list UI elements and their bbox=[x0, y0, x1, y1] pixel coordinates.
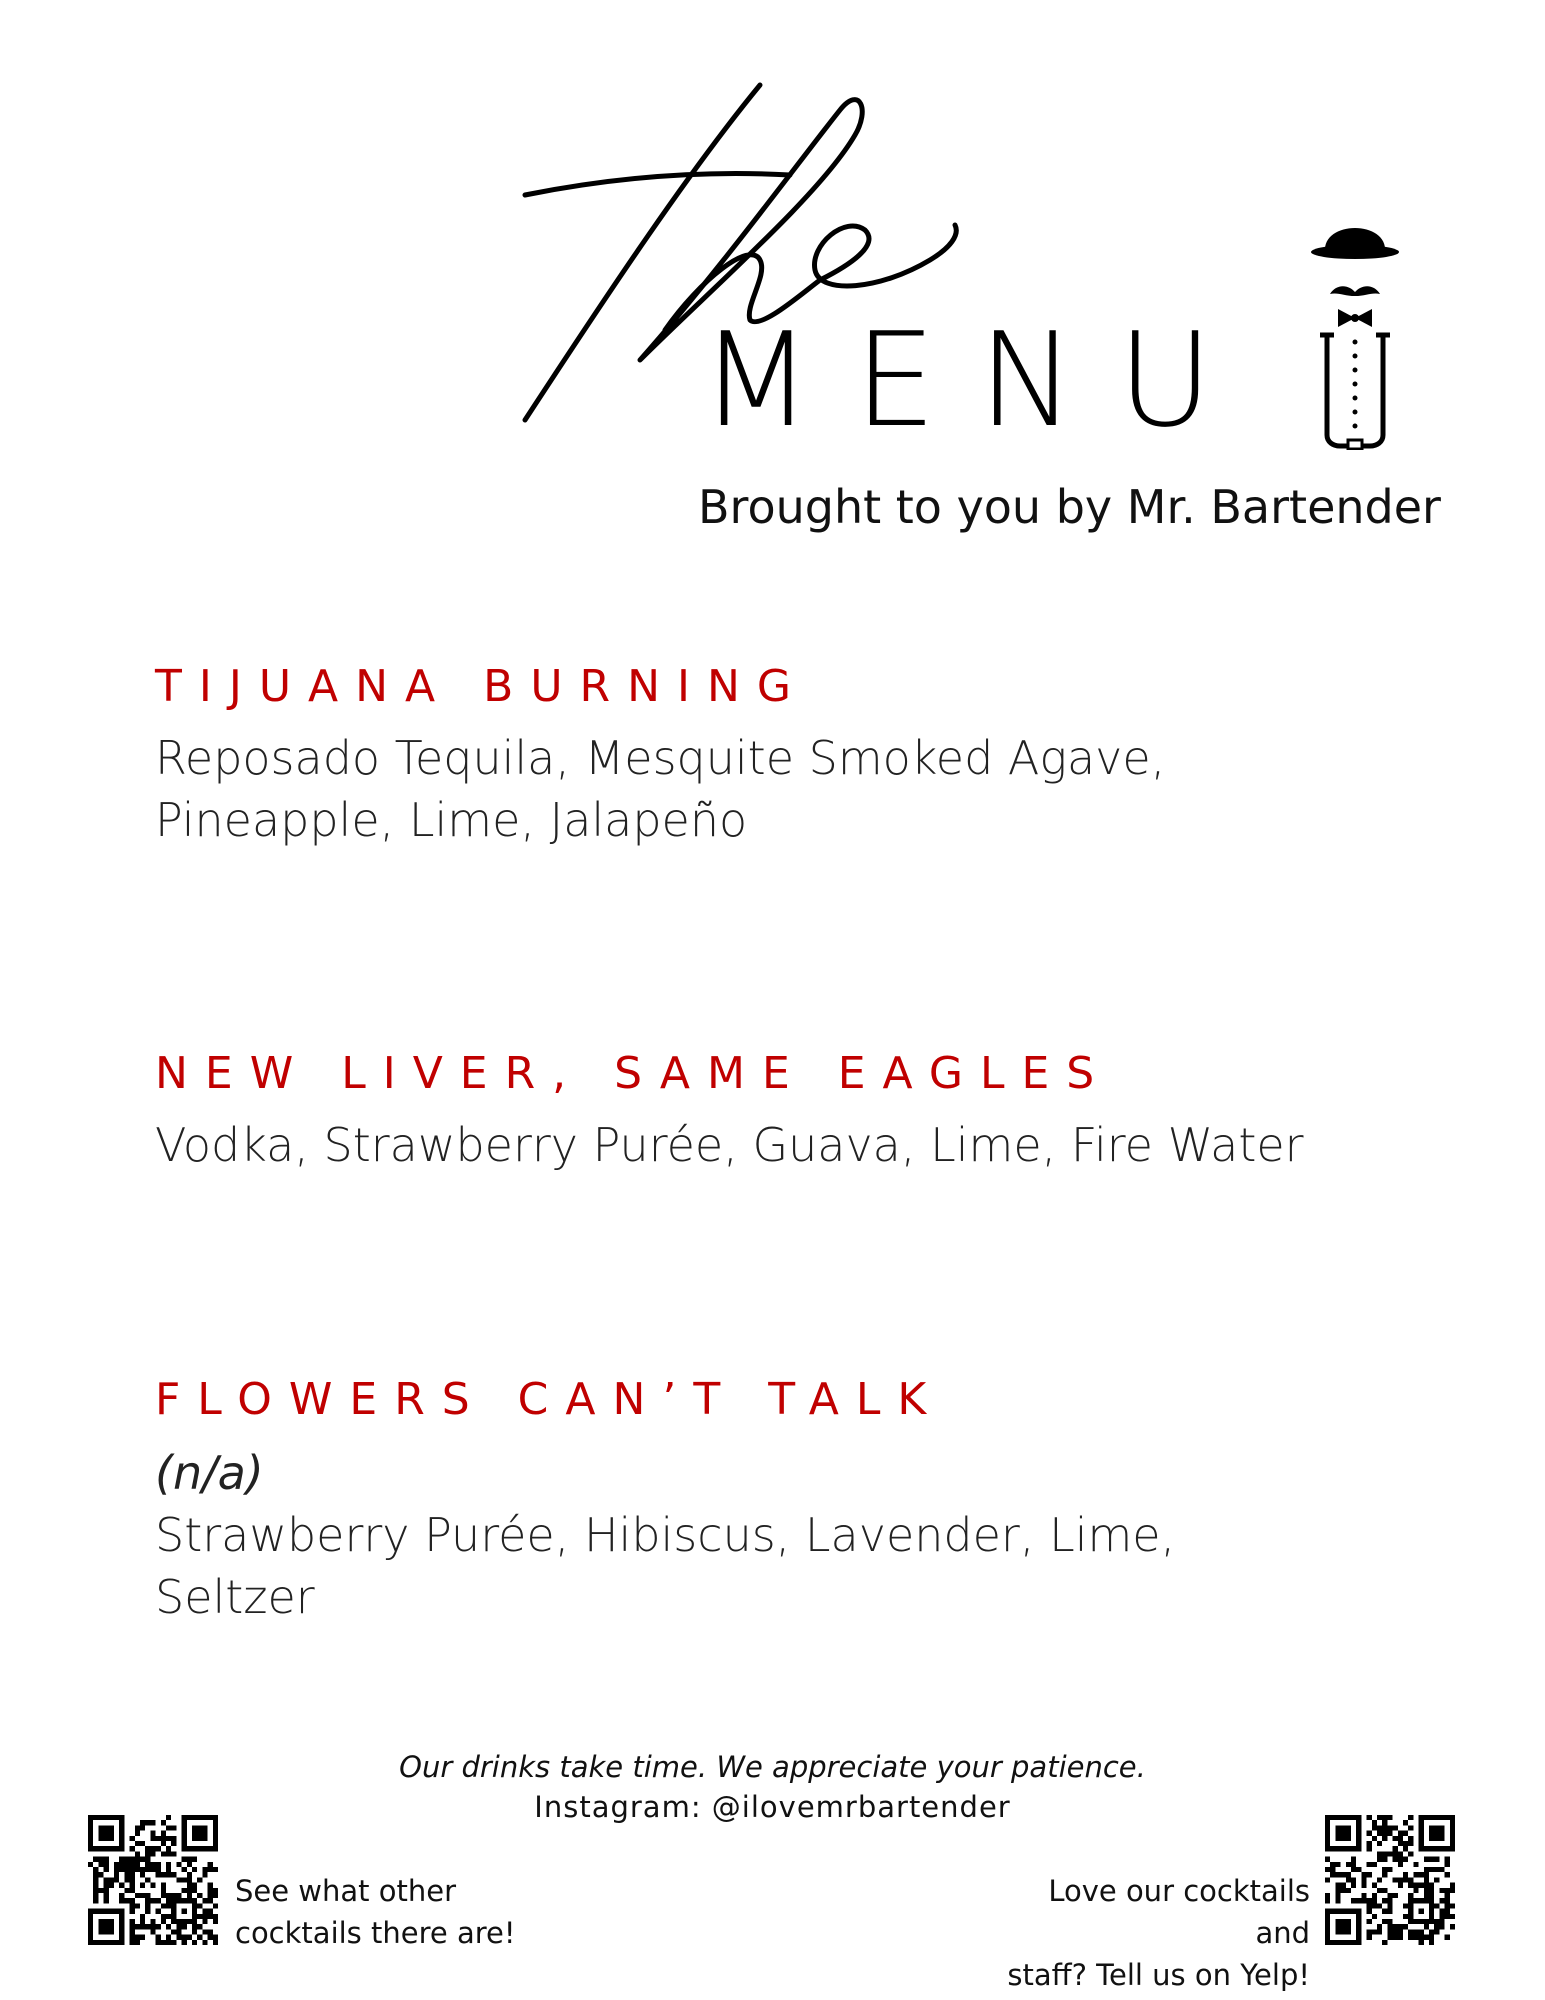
ingredients-line: Strawberry Purée, Hibiscus, Lavender, Lime, bbox=[155, 1507, 1176, 1562]
drink-name: TIJUANA BURNING bbox=[155, 661, 808, 712]
drink-item bbox=[155, 1048, 1304, 1176]
ingredients-line: Vodka, Strawberry Purée, Guava, Lime, Fire Water bbox=[155, 1118, 1304, 1172]
caption-line: staff? Tell us on Yelp! bbox=[1007, 1958, 1310, 1992]
drink-item bbox=[155, 1374, 1176, 1628]
caption-line: Love our cocktails and bbox=[1048, 1874, 1310, 1950]
qr-code-icon[interactable] bbox=[1325, 1815, 1455, 1945]
left-qr-caption bbox=[235, 1870, 515, 1954]
instagram-handle: Instagram: @ilovemrbartender bbox=[534, 1790, 1011, 1824]
drink-ingredients bbox=[155, 727, 1165, 851]
ingredients-line: Seltzer bbox=[155, 1569, 315, 1624]
right-qr-caption bbox=[990, 1870, 1310, 1996]
qr-code-icon[interactable] bbox=[88, 1815, 218, 1945]
ingredients-line: Pineapple, Lime, Jalapeño bbox=[155, 793, 748, 847]
ingredients-line: Reposado Tequila, Mesquite Smoked Agave, bbox=[155, 731, 1166, 785]
drink-note: (n/a) bbox=[155, 1446, 264, 1500]
drink-item bbox=[155, 661, 1166, 851]
drink-ingredients bbox=[155, 1114, 1304, 1176]
drink-name: NEW LIVER, SAME EAGLES bbox=[155, 1048, 1112, 1099]
bartender-mascot-icon bbox=[1300, 210, 1410, 450]
caption-line: cocktails there are! bbox=[235, 1916, 516, 1950]
drink-ingredients bbox=[155, 1504, 1175, 1628]
patience-note: Our drinks take time. We appreciate your patience. bbox=[399, 1750, 1146, 1784]
menu-title: MENU bbox=[700, 304, 1255, 456]
drink-name: FLOWERS CAN’T TALK bbox=[155, 1374, 944, 1425]
caption-line: See what other bbox=[235, 1874, 457, 1908]
menu-header bbox=[0, 0, 1545, 560]
menu-subtitle: Brought to you by Mr. Bartender bbox=[698, 480, 1441, 534]
